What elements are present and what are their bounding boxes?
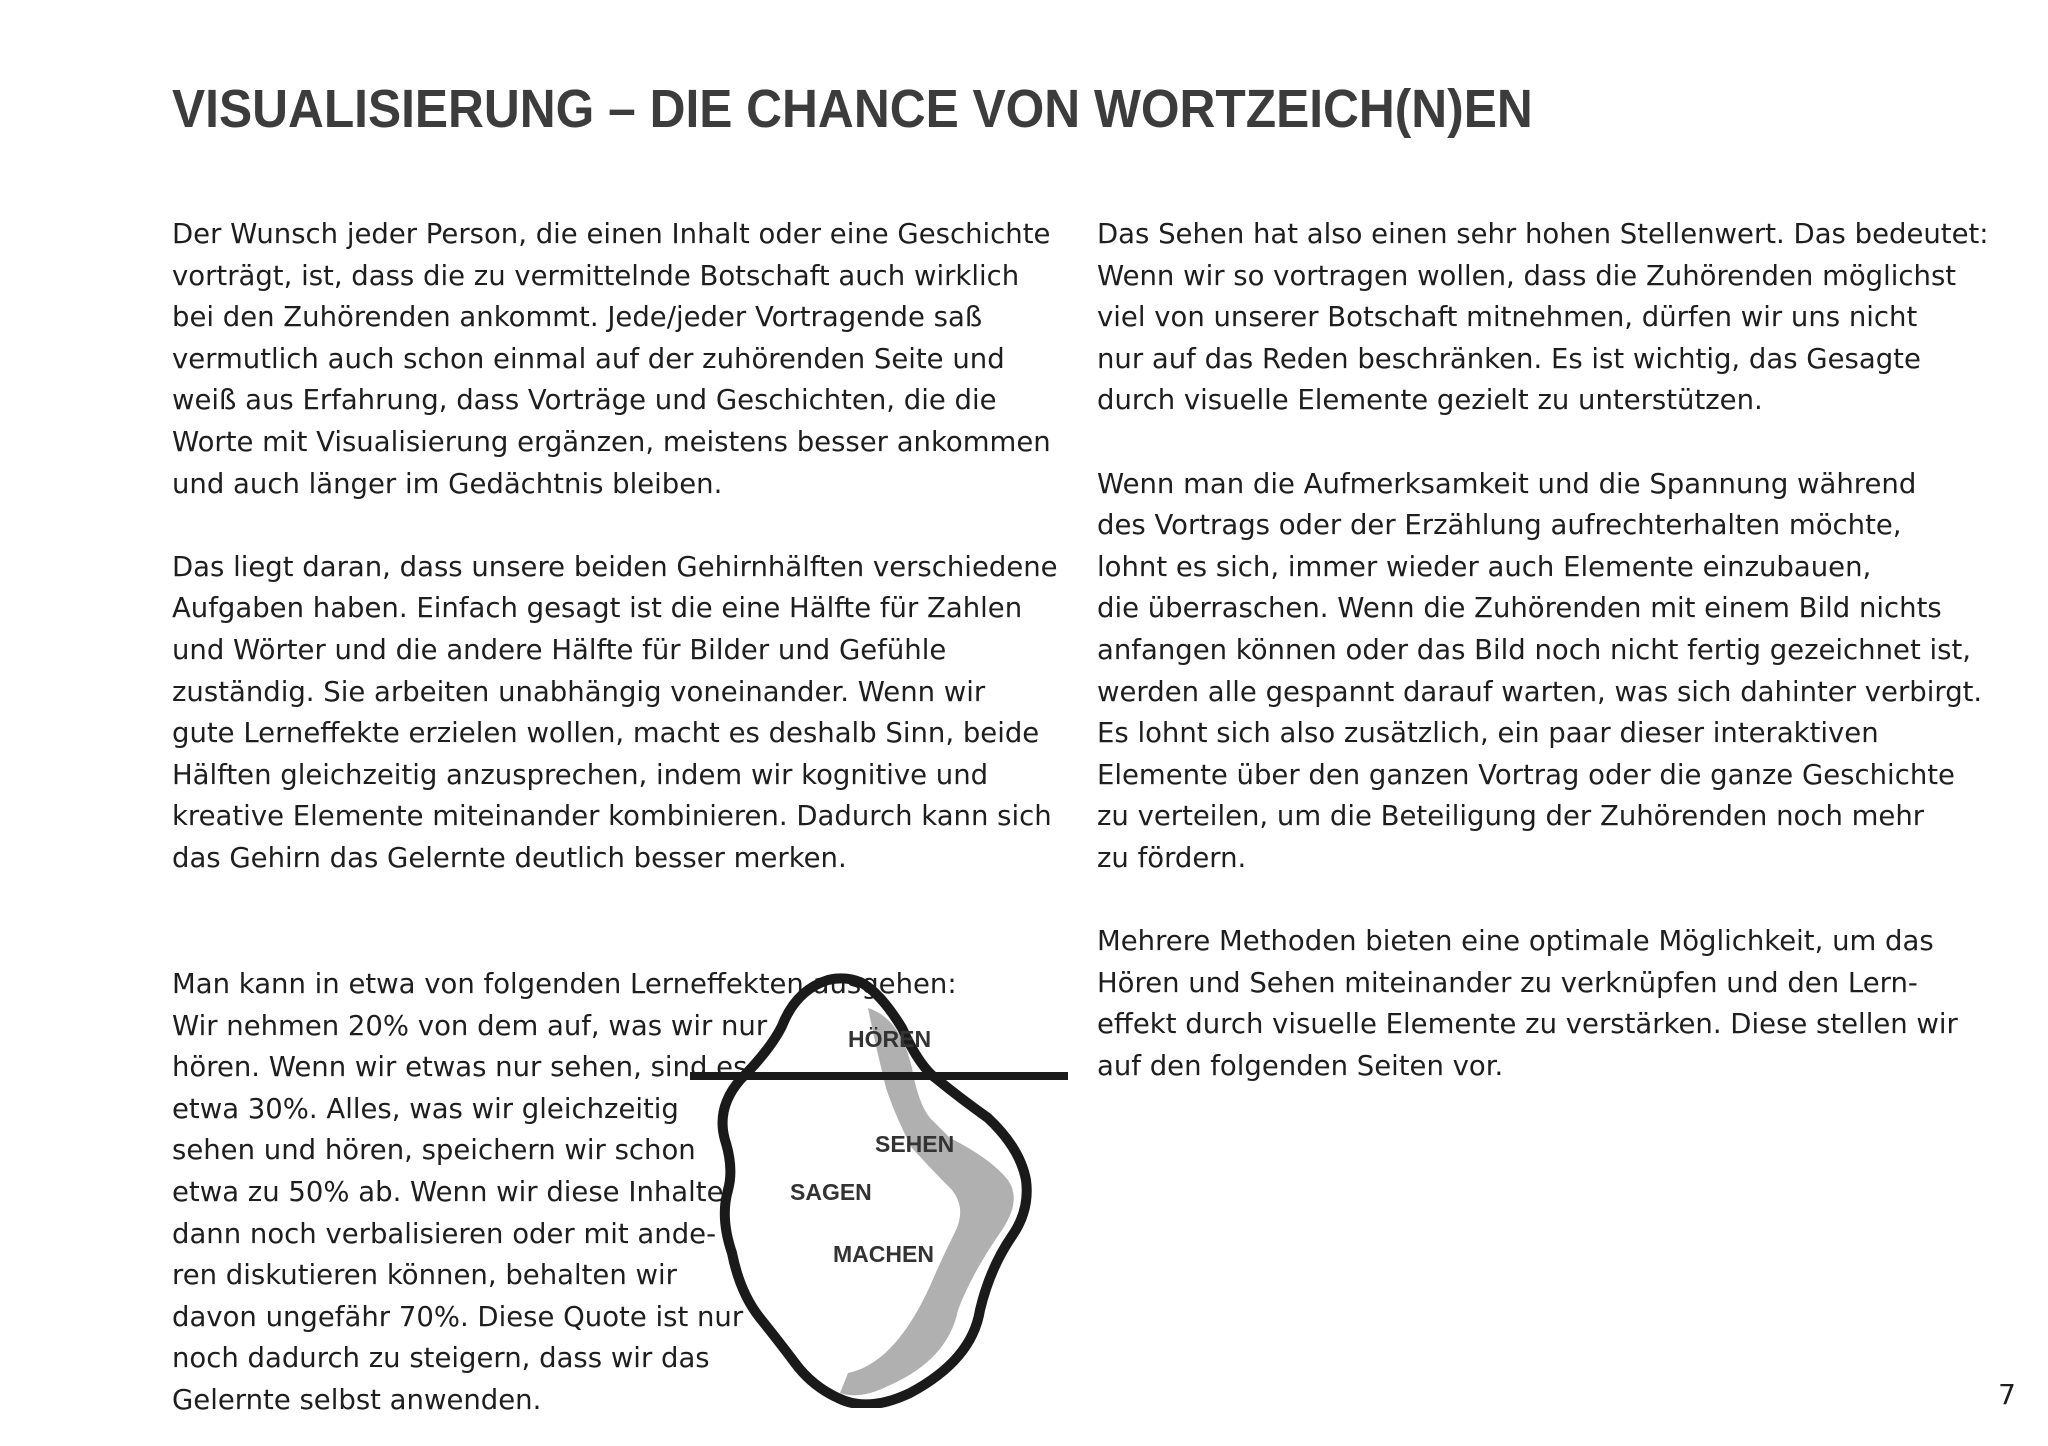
text-line: Das liegt daran, dass unsere beiden Gehirnhälften verschiedene xyxy=(172,550,1058,583)
text-line: Wenn wir so vortragen wollen, dass die Zuhörenden möglichst xyxy=(1097,259,1957,292)
text-line: Wir nehmen 20% von dem auf, was wir nur xyxy=(172,1009,768,1042)
text-line: noch dadurch zu steigern, dass wir das xyxy=(172,1342,710,1375)
text-line: weiß aus Erfahrung, dass Vorträge und Geschichten, die die xyxy=(172,384,997,417)
text-line: sehen und hören, speichern wir schon xyxy=(172,1134,696,1167)
text-line: vermutlich auch schon einmal auf der zuhörenden Seite und xyxy=(172,342,1005,375)
text-line: Hören und Sehen miteinander zu verknüpfen und den Lern- xyxy=(1097,966,1918,999)
label-machen: MACHEN xyxy=(833,1241,934,1267)
text-line: ren diskutieren können, behalten wir xyxy=(172,1259,677,1292)
text-line: werden alle gespannt darauf warten, was sich dahinter verbirgt. xyxy=(1097,675,1983,708)
text-line: Es lohnt sich also zusätzlich, ein paar dieser interaktiven xyxy=(1097,717,1879,750)
text-line: zu verteilen, um die Beteiligung der Zuhörenden noch mehr xyxy=(1097,800,1925,833)
label-hoeren: HÖREN xyxy=(848,1026,932,1052)
paragraph-right-1 xyxy=(1097,214,1989,422)
text-line: dann noch verbalisieren oder mit ande- xyxy=(172,1217,716,1250)
text-line: durch visuelle Elemente gezielt zu unterstützen. xyxy=(1097,384,1763,417)
page-number: 7 xyxy=(1998,1378,2016,1411)
text-line: zu fördern. xyxy=(1097,841,1247,874)
text-line: des Vortrags oder der Erzählung aufrechterhalten möchte, xyxy=(1097,509,1902,542)
iceberg-illustration xyxy=(690,968,1090,1408)
text-line: Das Sehen hat also einen sehr hohen Stellenwert. Das bedeutet: xyxy=(1097,218,1989,250)
page-title: VISUALISIERUNG – DIE CHANCE VON WORTZEICH(N)EN xyxy=(172,79,1533,139)
text-line: Der Wunsch jeder Person, die einen Inhalt oder eine Geschichte xyxy=(172,218,1051,250)
text-line: effekt durch visuelle Elemente zu verstärken. Diese stellen wir xyxy=(1097,1008,1958,1041)
paragraph-left-1 xyxy=(172,214,1052,505)
text-line: Worte mit Visualisierung ergänzen, meistens besser ankommen xyxy=(172,425,1051,458)
text-line: bei den Zuhörenden ankommt. Jede/jeder Vortragende saß xyxy=(172,301,983,334)
paragraph-left-2 xyxy=(172,547,1058,880)
label-sagen: SAGEN xyxy=(790,1179,872,1205)
text-line: Hälften gleichzeitig anzusprechen, indem wir kognitive und xyxy=(172,758,989,791)
text-line: Wenn man die Aufmerksamkeit und die Spannung während xyxy=(1097,467,1917,500)
left-column xyxy=(172,214,1058,921)
text-line: Aufgaben haben. Einfach gesagt ist die eine Hälfte für Zahlen xyxy=(172,592,1023,625)
text-line: Gelernte selbst anwenden. xyxy=(172,1383,542,1416)
text-line: das Gehirn das Gelernte deutlich besser merken. xyxy=(172,841,847,874)
text-line: die überraschen. Wenn die Zuhörenden mit einem Bild nichts xyxy=(1097,592,1942,625)
text-line: Mehrere Methoden bieten eine optimale Möglichkeit, um das xyxy=(1097,925,1934,958)
text-line: und Wörter und die andere Hälfte für Bilder und Gefühle xyxy=(172,633,947,666)
text-line: davon ungefähr 70%. Diese Quote ist nur xyxy=(172,1300,744,1333)
text-line: etwa zu 50% ab. Wenn wir diese Inhalte xyxy=(172,1175,724,1208)
text-line: Man kann in etwa von folgenden Lerneffekten ausgehen: xyxy=(172,968,957,1000)
text-line: hören. Wenn wir etwas nur sehen, sind es xyxy=(172,1051,748,1084)
text-line: auf den folgenden Seiten vor. xyxy=(1097,1049,1504,1082)
text-line: gute Lerneffekte erzielen wollen, macht es deshalb Sinn, beide xyxy=(172,717,1040,750)
text-line: anfangen können oder das Bild noch nicht fertig gezeichnet ist, xyxy=(1097,633,1971,666)
text-line: und auch länger im Gedächtnis bleiben. xyxy=(172,467,723,500)
right-column xyxy=(1097,214,1989,1129)
paragraph-right-3 xyxy=(1097,921,1977,1087)
text-line: viel von unserer Botschaft mitnehmen, dürfen wir uns nicht xyxy=(1097,301,1918,334)
label-sehen: SEHEN xyxy=(875,1131,955,1157)
text-line: etwa 30%. Alles, was wir gleichzeitig xyxy=(172,1092,679,1125)
text-line: lohnt es sich, immer wieder auch Elemente einzubauen, xyxy=(1097,550,1872,583)
paragraph-right-2 xyxy=(1097,464,1983,880)
text-line: kreative Elemente miteinander kombinieren. Dadurch kann sich xyxy=(172,800,1052,833)
text-line: vorträgt, ist, dass die zu vermittelnde Botschaft auch wirklich xyxy=(172,259,1020,292)
text-line: Elemente über den ganzen Vortrag oder die ganze Geschichte xyxy=(1097,758,1955,791)
text-line: nur auf das Reden beschränken. Es ist wichtig, das Gesagte xyxy=(1097,342,1921,375)
text-line: zuständig. Sie arbeiten unabhängig voneinander. Wenn wir xyxy=(172,675,986,708)
